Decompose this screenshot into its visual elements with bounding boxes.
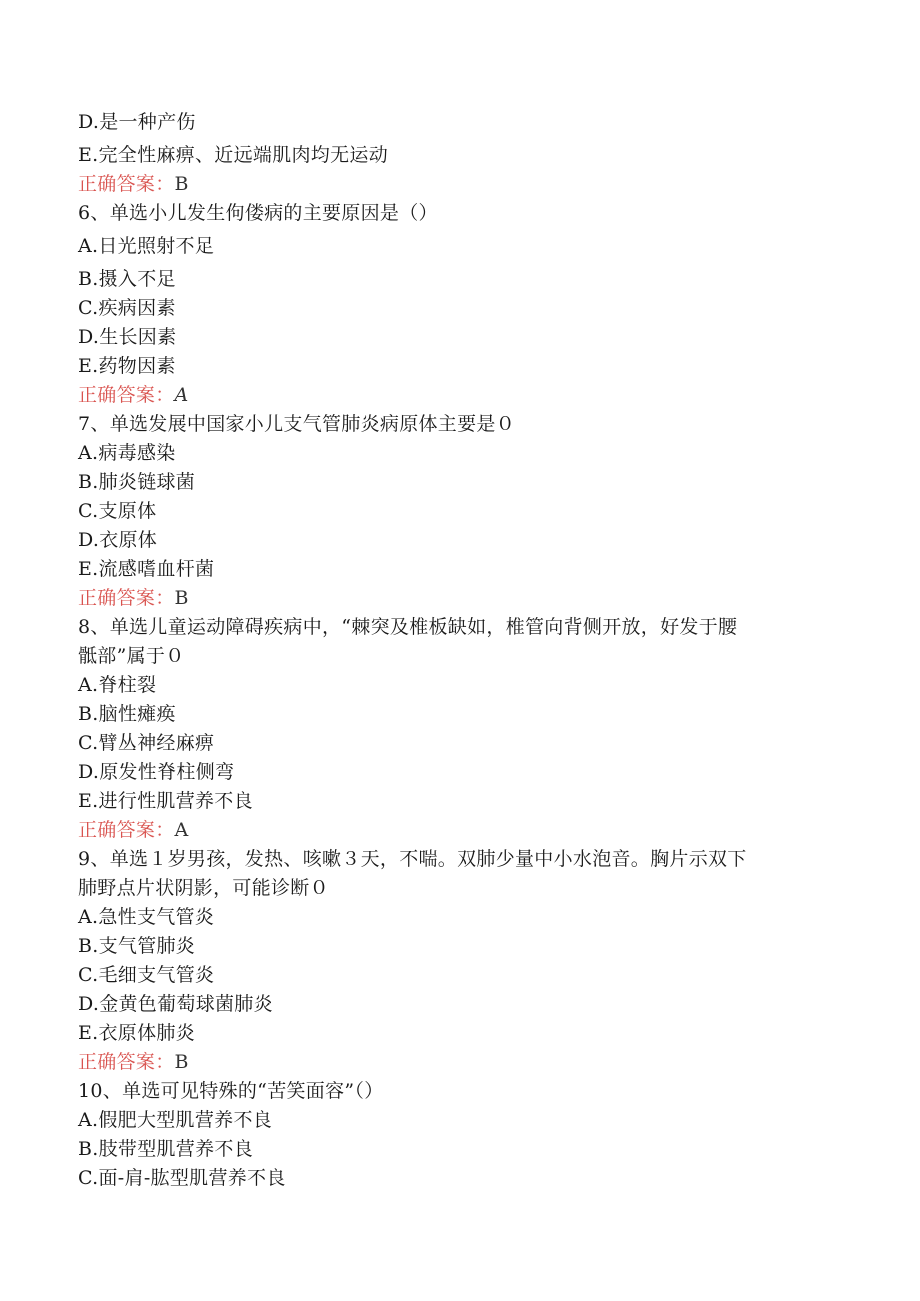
option-d: D.生长因素 — [78, 326, 177, 348]
option-c: C.疾病因素 — [78, 297, 176, 319]
answer-line — [78, 170, 838, 199]
answer-value: B — [174, 587, 189, 609]
option-d: D.原发性脊柱侧弯 — [78, 761, 235, 783]
option-c: C.支原体 — [78, 500, 157, 522]
option-a: A.脊柱裂 — [78, 674, 157, 696]
answer-line — [78, 381, 838, 410]
answer-label: 正确答案： — [78, 819, 175, 841]
option-a: A.假肥大型肌营养不良 — [78, 1109, 273, 1131]
answer-value: A — [174, 819, 189, 841]
option-c: C.毛细支气管炎 — [78, 964, 215, 986]
option-e: E.药物因素 — [78, 355, 176, 377]
answer-label: 正确答案： — [78, 587, 175, 609]
option-b: B.支气管肺炎 — [78, 935, 196, 957]
option-d: D.衣原体 — [78, 529, 158, 551]
answer-label: 正确答案： — [78, 173, 175, 195]
answer-label: 正确答案： — [78, 384, 175, 406]
option-e: E.完全性麻痹、近远端肌肉均无运动 — [78, 144, 389, 166]
option-a: A.急性支气管炎 — [78, 906, 215, 928]
question-stem: 6、单选小儿发生佝偻病的主要原因是（） — [78, 202, 438, 224]
option-b: B.肺炎链球菌 — [78, 471, 196, 493]
option-c: C.臂丛神经麻痹 — [78, 732, 215, 754]
answer-line — [78, 584, 838, 613]
option-b: B.摄入不足 — [78, 268, 176, 290]
option-c: C.面-肩-肱型肌营养不良 — [78, 1167, 286, 1189]
answer-line — [78, 1048, 838, 1077]
option-b: B.肢带型肌营养不良 — [78, 1138, 254, 1160]
answer-label: 正确答案： — [78, 1051, 175, 1073]
option-e: E.进行性肌营养不良 — [78, 790, 253, 812]
answer-value: B — [174, 1051, 189, 1073]
question-stem-line2: 肺野点片状阴影，可能诊断０ — [78, 877, 329, 899]
question-stem-line1: 9、单选１岁男孩，发热、咳嗽３天，不喘。双肺少量中小水泡音。胸片示双下 — [78, 848, 747, 870]
question-stem: 10、单选可见特殊的“苦笑面容”（） — [78, 1080, 384, 1102]
option-a: A.病毒感染 — [78, 442, 176, 464]
document-page — [78, 108, 838, 1193]
option-e: E.流感嗜血杆菌 — [78, 558, 215, 580]
option-d: D.是一种产伤 — [78, 111, 196, 133]
question-stem-line1: 8、单选儿童运动障碍疾病中，“棘突及椎板缺如，椎管向背侧开放，好发于腰 — [78, 616, 738, 638]
answer-value: A — [174, 384, 189, 406]
question-stem-line2: 骶部”属于０ — [78, 645, 185, 667]
answer-value: B — [174, 173, 189, 195]
option-b: B.脑性瘫痪 — [78, 703, 176, 725]
question-stem: 7、单选发展中国家小儿支气管肺炎病原体主要是０ — [78, 413, 515, 435]
answer-line — [78, 816, 838, 845]
option-e: E.衣原体肺炎 — [78, 1022, 196, 1044]
option-a: A.日光照射不足 — [78, 235, 215, 257]
option-d: D.金黄色葡萄球菌肺炎 — [78, 993, 273, 1015]
